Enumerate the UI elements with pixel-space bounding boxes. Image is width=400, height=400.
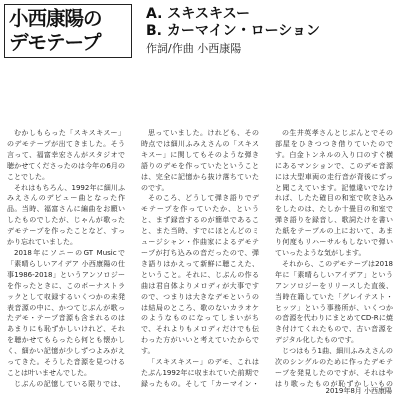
paragraph: 2018年にソニーのGT Musicで「素晴らしいアイデア 小西康陽の仕事1986-2018」というアンソロジーを作ったときに、このボーナストラックとして収録するいくつかの未発表音源の中に、かつてじぶんが歌ったデモ・テープ音源も含まれるのはあまりにも恥ずかしいけれど、それを聴かせてもらったら何とも懐かしく、細かい記憶が少しずつよみがえってきた。そうした音源を見つけることは叶いませんでした。 — [7, 248, 125, 377]
column-1 — [7, 128, 125, 390]
paragraph: それはもちろん、1992年に細川ふみえさんのデビュー曲となった作品。当時、福富さんに編曲をお願いしたものでしたが、じゃんが歌ったデモテープを作ったことなど、すっかり忘れていました。 — [7, 183, 125, 247]
column-2 — [141, 128, 259, 390]
track-list — [146, 6, 396, 56]
paragraph: それから、このデモテープは2018年に「素晴らしいアイデア」というアンソロジーをリリースした直後、当時在籍していた「グレイテスト・ヒッツ」という事務所が、いくつかの音源を代わりにまとめてCD-Rに焼き付けてくれたもので、古い音源をデジタル化したものです。 — [275, 259, 393, 345]
title-box — [4, 4, 132, 58]
songwriter-credit: 作詞/作曲 小西康陽 — [146, 42, 242, 55]
track-a: A. スキスキスー — [146, 6, 251, 22]
column-3 — [275, 128, 393, 390]
paragraph: 思っていました。けれども、その時点では細川ふみえさんの「スキスキスー」に関してもそのような弾き語りのデモを作っていたということは、完全に記憶から抜け落ちていたのです。 — [141, 129, 259, 192]
signature: 2019年8月 小西康陽 — [325, 387, 392, 395]
title-line-2: デモテープ — [9, 31, 101, 54]
paragraph: 「スキスキスー」のデモ、これはたぶん1992年に収まれていた前期で録ったもの。そして「カーマイン・ — [141, 358, 259, 388]
paragraph: の生井英孝さんとじぶんとでその部屋をひきつつき借りていたのです。白金トンネルの入り口のすぐ横にあるマンションで、このデモ音源には大型車両の走行音が背後にずっと聞こえています。記憶違いでなければ、したた確目の和室で吹き込みをしたのは、たしか十畳目の和室で弾き語りを録音し、歌詞たけを書いた紙をテーブルの上において、あまり何度もリハーサルもしないで弾いていったような気がします。 — [275, 129, 393, 257]
paragraph: そのころ、どうして弾き語りでデモテープを作っていたか、というと、まず録音するのが簡単であること、また当時、すでにほとんどのミュージシャン・作曲家によるデモテープが打ち込みの音だったので、弾き語りはかえって新鮮に聴こえた、ということ。それに、じぶんの作る曲は君自体よりメロディが大事ですので、つまりは大きなデモというのは結局のところ、歌のないカラオケのようなものになってしまいがちで、それよりもメロディだけでも伝わった方がいいと考えていたからです。 — [141, 194, 259, 356]
paragraph: むかしもらった「スキスキスー」のデモテープが出てきました。そう言って、福富幸宏さんがスタジオで聴かせてくださったのは今年の6月のことでした。 — [7, 129, 125, 181]
title-line-1: 小西康陽の — [9, 7, 102, 30]
paragraph: じぶんの記憶している限りでは、 — [14, 379, 125, 388]
track-b: B. カーマイン・ローション — [146, 23, 321, 39]
paragraph: じつはもう1曲、細川ふみえさんの次のシングルのために作ったデモテープを発見したのですが、それはやはり歌ったものが恥ずかしいもの — [275, 347, 393, 388]
liner-notes — [7, 128, 393, 390]
